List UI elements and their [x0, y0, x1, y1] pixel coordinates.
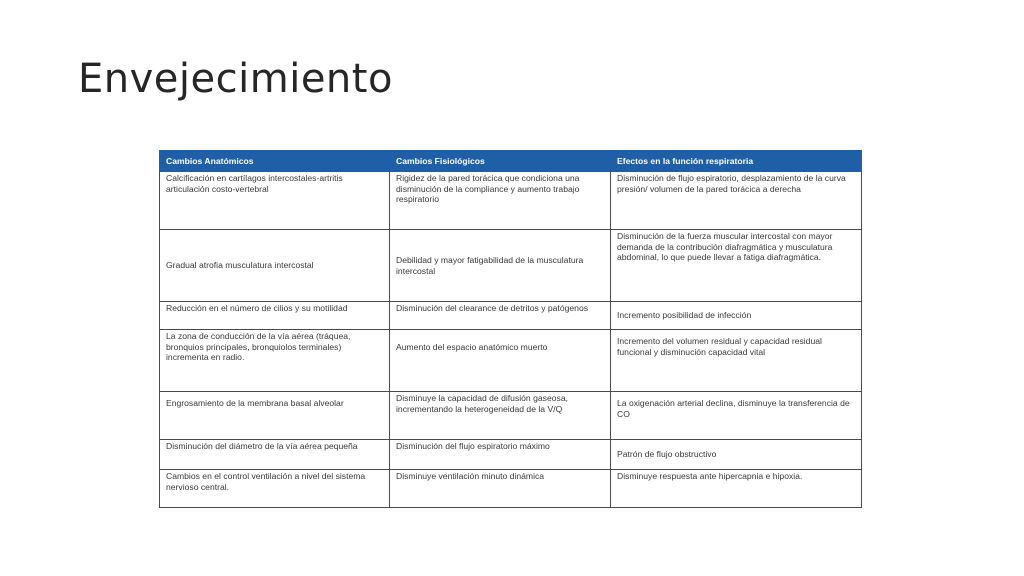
table-row: [160, 302, 862, 330]
table-cell: Gradual atrofia musculatura intercostal: [160, 230, 390, 302]
header-efectos-funcion-respiratoria: Efectos en la función respiratoria: [611, 151, 862, 172]
table-header-row: [160, 151, 862, 172]
respiratory-aging-table: [159, 150, 862, 508]
header-cambios-anatomicos: Cambios Anatómicos: [160, 151, 390, 172]
table-cell: Disminución del clearance de detritos y patógenos: [390, 302, 611, 330]
table-row: [160, 230, 862, 302]
table-cell: Incremento del volumen residual y capacidad residual funcional y disminución capacidad vital: [611, 330, 862, 392]
table-row: [160, 470, 862, 508]
table-row: [160, 440, 862, 470]
table-cell: Aumento del espacio anatómico muerto: [390, 330, 611, 392]
table-cell: La zona de conducción de la vía aérea (tráquea, bronquios principales, bronquiolos terminales) incrementa en radio.: [160, 330, 390, 392]
table-row: [160, 172, 862, 230]
table-cell: Incremento posibilidad de infección: [611, 302, 862, 330]
table-cell: Engrosamiento de la membrana basal alveolar: [160, 392, 390, 440]
header-cambios-fisiologicos: Cambios Fisiológicos: [390, 151, 611, 172]
table-cell: Calcificación en cartílagos intercostales-artritis articulación costo-vertebral: [160, 172, 390, 230]
table-cell: Rigidez de la pared torácica que condiciona una disminución de la compliance y aumento trabajo respiratorio: [390, 172, 611, 230]
table-cell: Patrón de flujo obstructivo: [611, 440, 862, 470]
table-cell: Cambios en el control ventilación a nivel del sistema nervioso central.: [160, 470, 390, 508]
table-row: [160, 330, 862, 392]
table-cell: Disminución de flujo espiratorio, desplazamiento de la curva presión/ volumen de la pared torácica a derecha: [611, 172, 862, 230]
slide-title: Envejecimiento: [78, 56, 393, 102]
table-row: [160, 392, 862, 440]
table-cell: Disminuye respuesta ante hipercapnia e hipoxia.: [611, 470, 862, 508]
table-cell: Disminuye ventilación minuto dinámica: [390, 470, 611, 508]
table-cell: Debilidad y mayor fatigabilidad de la musculatura intercostal: [390, 230, 611, 302]
table-cell: Reducción en el número de cilios y su motilidad: [160, 302, 390, 330]
table-cell: Disminución de la fuerza muscular intercostal con mayor demanda de la contribución diafragmática y musculatura abdominal, lo que puede llevar a fatiga diafragmática.: [611, 230, 862, 302]
table-cell: Disminución del diámetro de la vía aérea pequeña: [160, 440, 390, 470]
table-cell: La oxigenación arterial declina, disminuye la transferencia de CO: [611, 392, 862, 440]
table-cell: Disminuye la capacidad de difusión gaseosa, incrementando la heterogeneidad de la V/Q: [390, 392, 611, 440]
table-cell: Disminución del flujo espiratorio máximo: [390, 440, 611, 470]
